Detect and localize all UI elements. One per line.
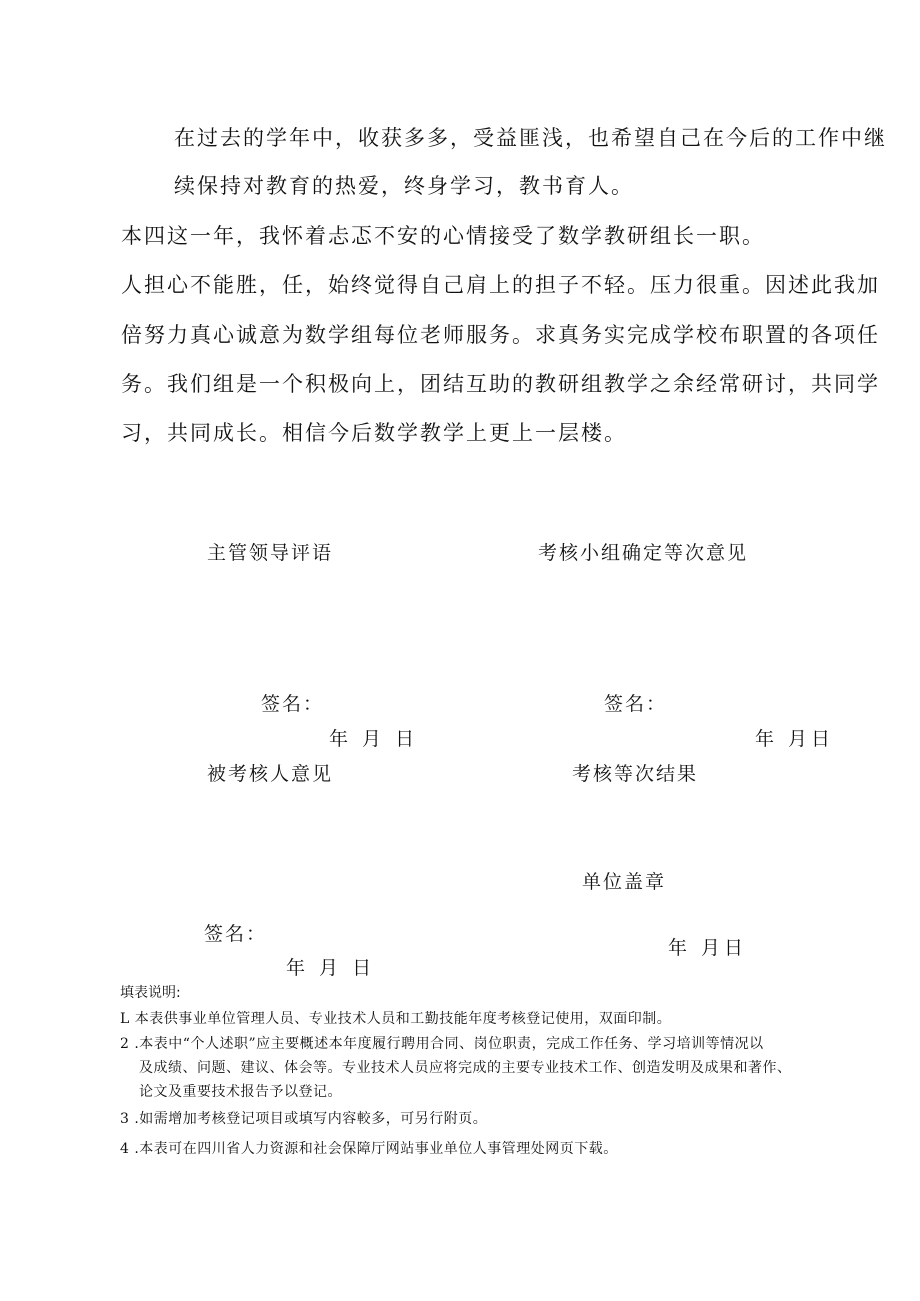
statement-line: 务。我们组是一个积极向上，团结互助的教研组教学之余经常研讨，共同学 <box>121 372 880 396</box>
instruction-item: 4 .本表可在四川省人力资源和社会保障厅网站事业单位人事管理处网页下载。 <box>120 1141 618 1157</box>
examinee-signature-label: 签名： <box>204 923 268 945</box>
examinee-date-label: 年 月 日 <box>286 957 376 979</box>
statement-line: 在过去的学年中，收获多多，受益匪浅，也希望自己在今后的工作中继 <box>174 126 887 150</box>
supervisor-comment-heading: 主管领导评语 <box>207 542 334 564</box>
instruction-item-continued: 及成绩、问题、建议、体会等。专业技术人员应将完成的主要专业技术工作、创造发明及成果和著作、 <box>139 1060 792 1076</box>
supervisor-signature-label: 签名： <box>261 693 325 715</box>
statement-line: 习，共同成长。相信今后数学教学上更上一层楼。 <box>121 421 627 445</box>
instruction-item: 2 .本表中“个人述职”应主要概述本年度履行聘用合同、岗位职责，完成工作任务、学习培训等情况以 <box>120 1036 764 1052</box>
statement-line: 续保持对教育的热爱，终身学习，教书育人。 <box>174 174 634 198</box>
review-group-opinion-heading: 考核小组确定等次意见 <box>538 542 749 564</box>
review-result-heading: 考核等次结果 <box>572 763 699 785</box>
review-group-signature-label: 签名： <box>604 693 668 715</box>
review-result-date-label: 年 月日 <box>668 937 748 959</box>
statement-line: 人担心不能胜，任，始终觉得自己肩上的担子不轻。压力很重。因述此我加 <box>121 273 880 297</box>
supervisor-date-label: 年 月 日 <box>329 728 419 750</box>
review-group-date-label: 年 月日 <box>755 728 835 750</box>
instruction-item: 3 .如需增加考核登记项目或填写内容較多，可另行附页。 <box>120 1111 488 1127</box>
statement-line: 本四这一年，我怀着忐忑不安的心情接受了数学教研组长一职。 <box>121 224 765 248</box>
examinee-opinion-heading: 被考核人意见 <box>207 763 334 785</box>
statement-line: 倍努力真心诚意为数学组每位老师服务。求真务实完成学校布职置的各项任 <box>121 323 880 347</box>
instruction-item-continued: 论文及重要技术报告予以登记。 <box>139 1084 342 1100</box>
unit-seal-label: 单位盖章 <box>582 871 667 893</box>
instruction-item: L 本表供事业单位管理人员、专业技术人员和工勤技能年度考核登记使用，双面印制。 <box>120 1011 672 1027</box>
instructions-heading: 填表说明: <box>120 985 181 1001</box>
